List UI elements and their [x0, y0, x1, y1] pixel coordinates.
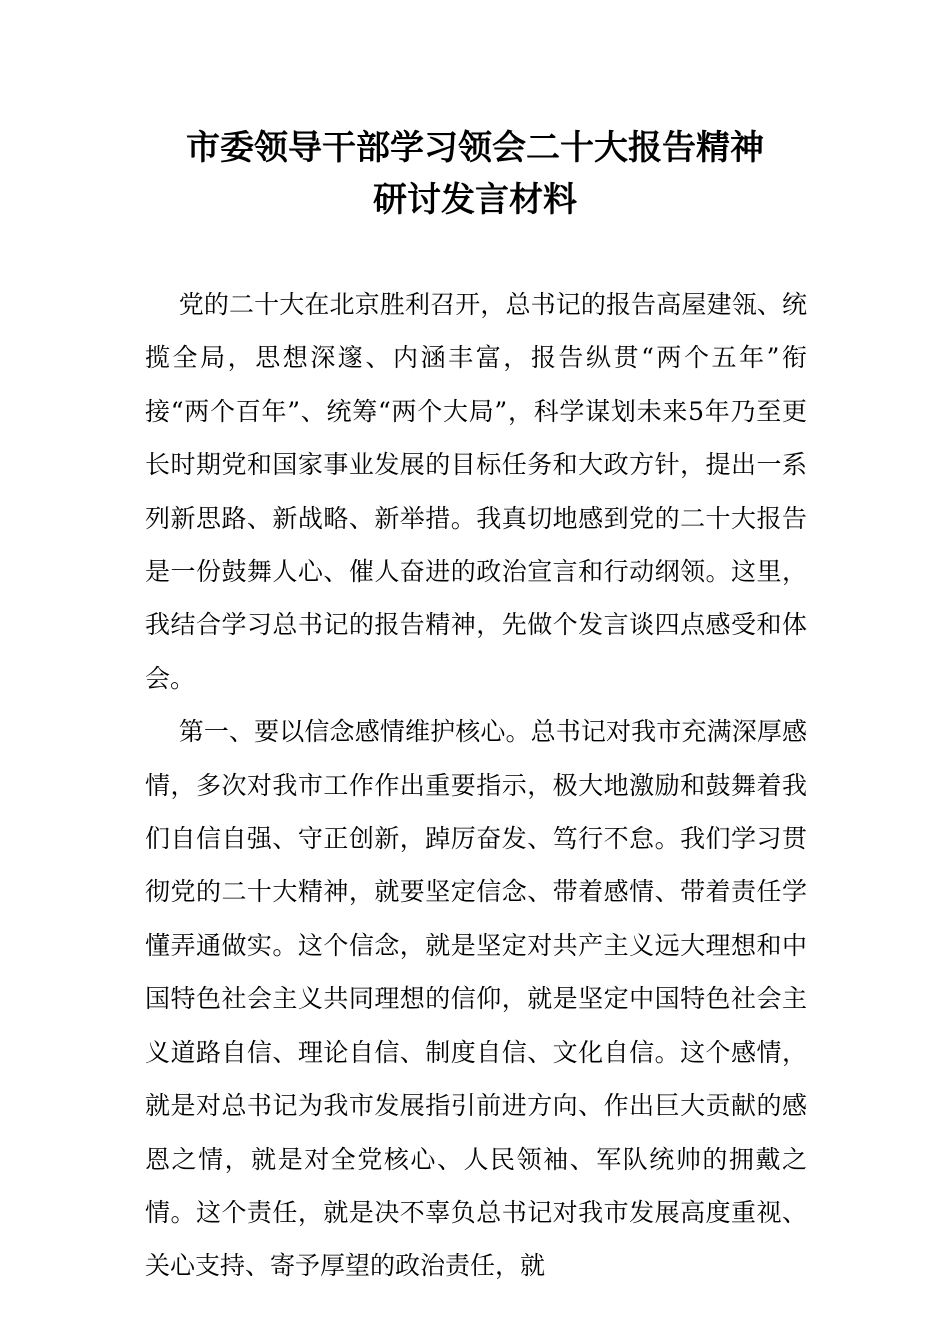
paragraph-first-point: 第一、要以信念感情维护核心。总书记对我市充满深厚感情，多次对我市工作作出重要指示，极大地激励和鼓舞着我们自信自强、守正创新，踔厉奋发、笃行不怠。我们学习贯彻党的二十大精神，就要坚定信念、带着感情、带着责任学懂弄通做实。这个信念，就是坚定对共产主义远大理想和中国特色社会主义共同理想的信仰，就是坚定中国特色社会主义道路自信、理论自信、制度自信、文化自信。这个感情，就是对总书记为我市发展指引前进方向、作出巨大贡献的感恩之情，就是对全党核心、人民领袖、军队统帅的拥戴之情。这个责任，就是决不辜负总书记对我市发展高度重视、关心支持、寄予厚望的政治责任，就 — [145, 717, 807, 1281]
title-line-2: 研讨发言材料 — [373, 180, 577, 220]
document-body — [145, 278, 807, 1293]
title-line-1: 市委领导干部学习领会二十大报告精神 — [186, 128, 764, 168]
document-title — [120, 122, 830, 226]
paragraph-intro: 党的二十大在北京胜利召开，总书记的报告高屋建瓴、统揽全局，思想深邃、内涵丰富，报告纵贯“两个五年”衔接“两个百年”、统筹“两个大局”，科学谋划未来5年乃至更长时期党和国家事业发展的目标任务和大政方针，提出一系列新思路、新战略、新举措。我真切地感到党的二十大报告是一份鼓舞人心、催人奋进的政治宣言和行动纲领。这里，我结合学习总书记的报告精神，先做个发言谈四点感受和体会。 — [145, 290, 807, 693]
